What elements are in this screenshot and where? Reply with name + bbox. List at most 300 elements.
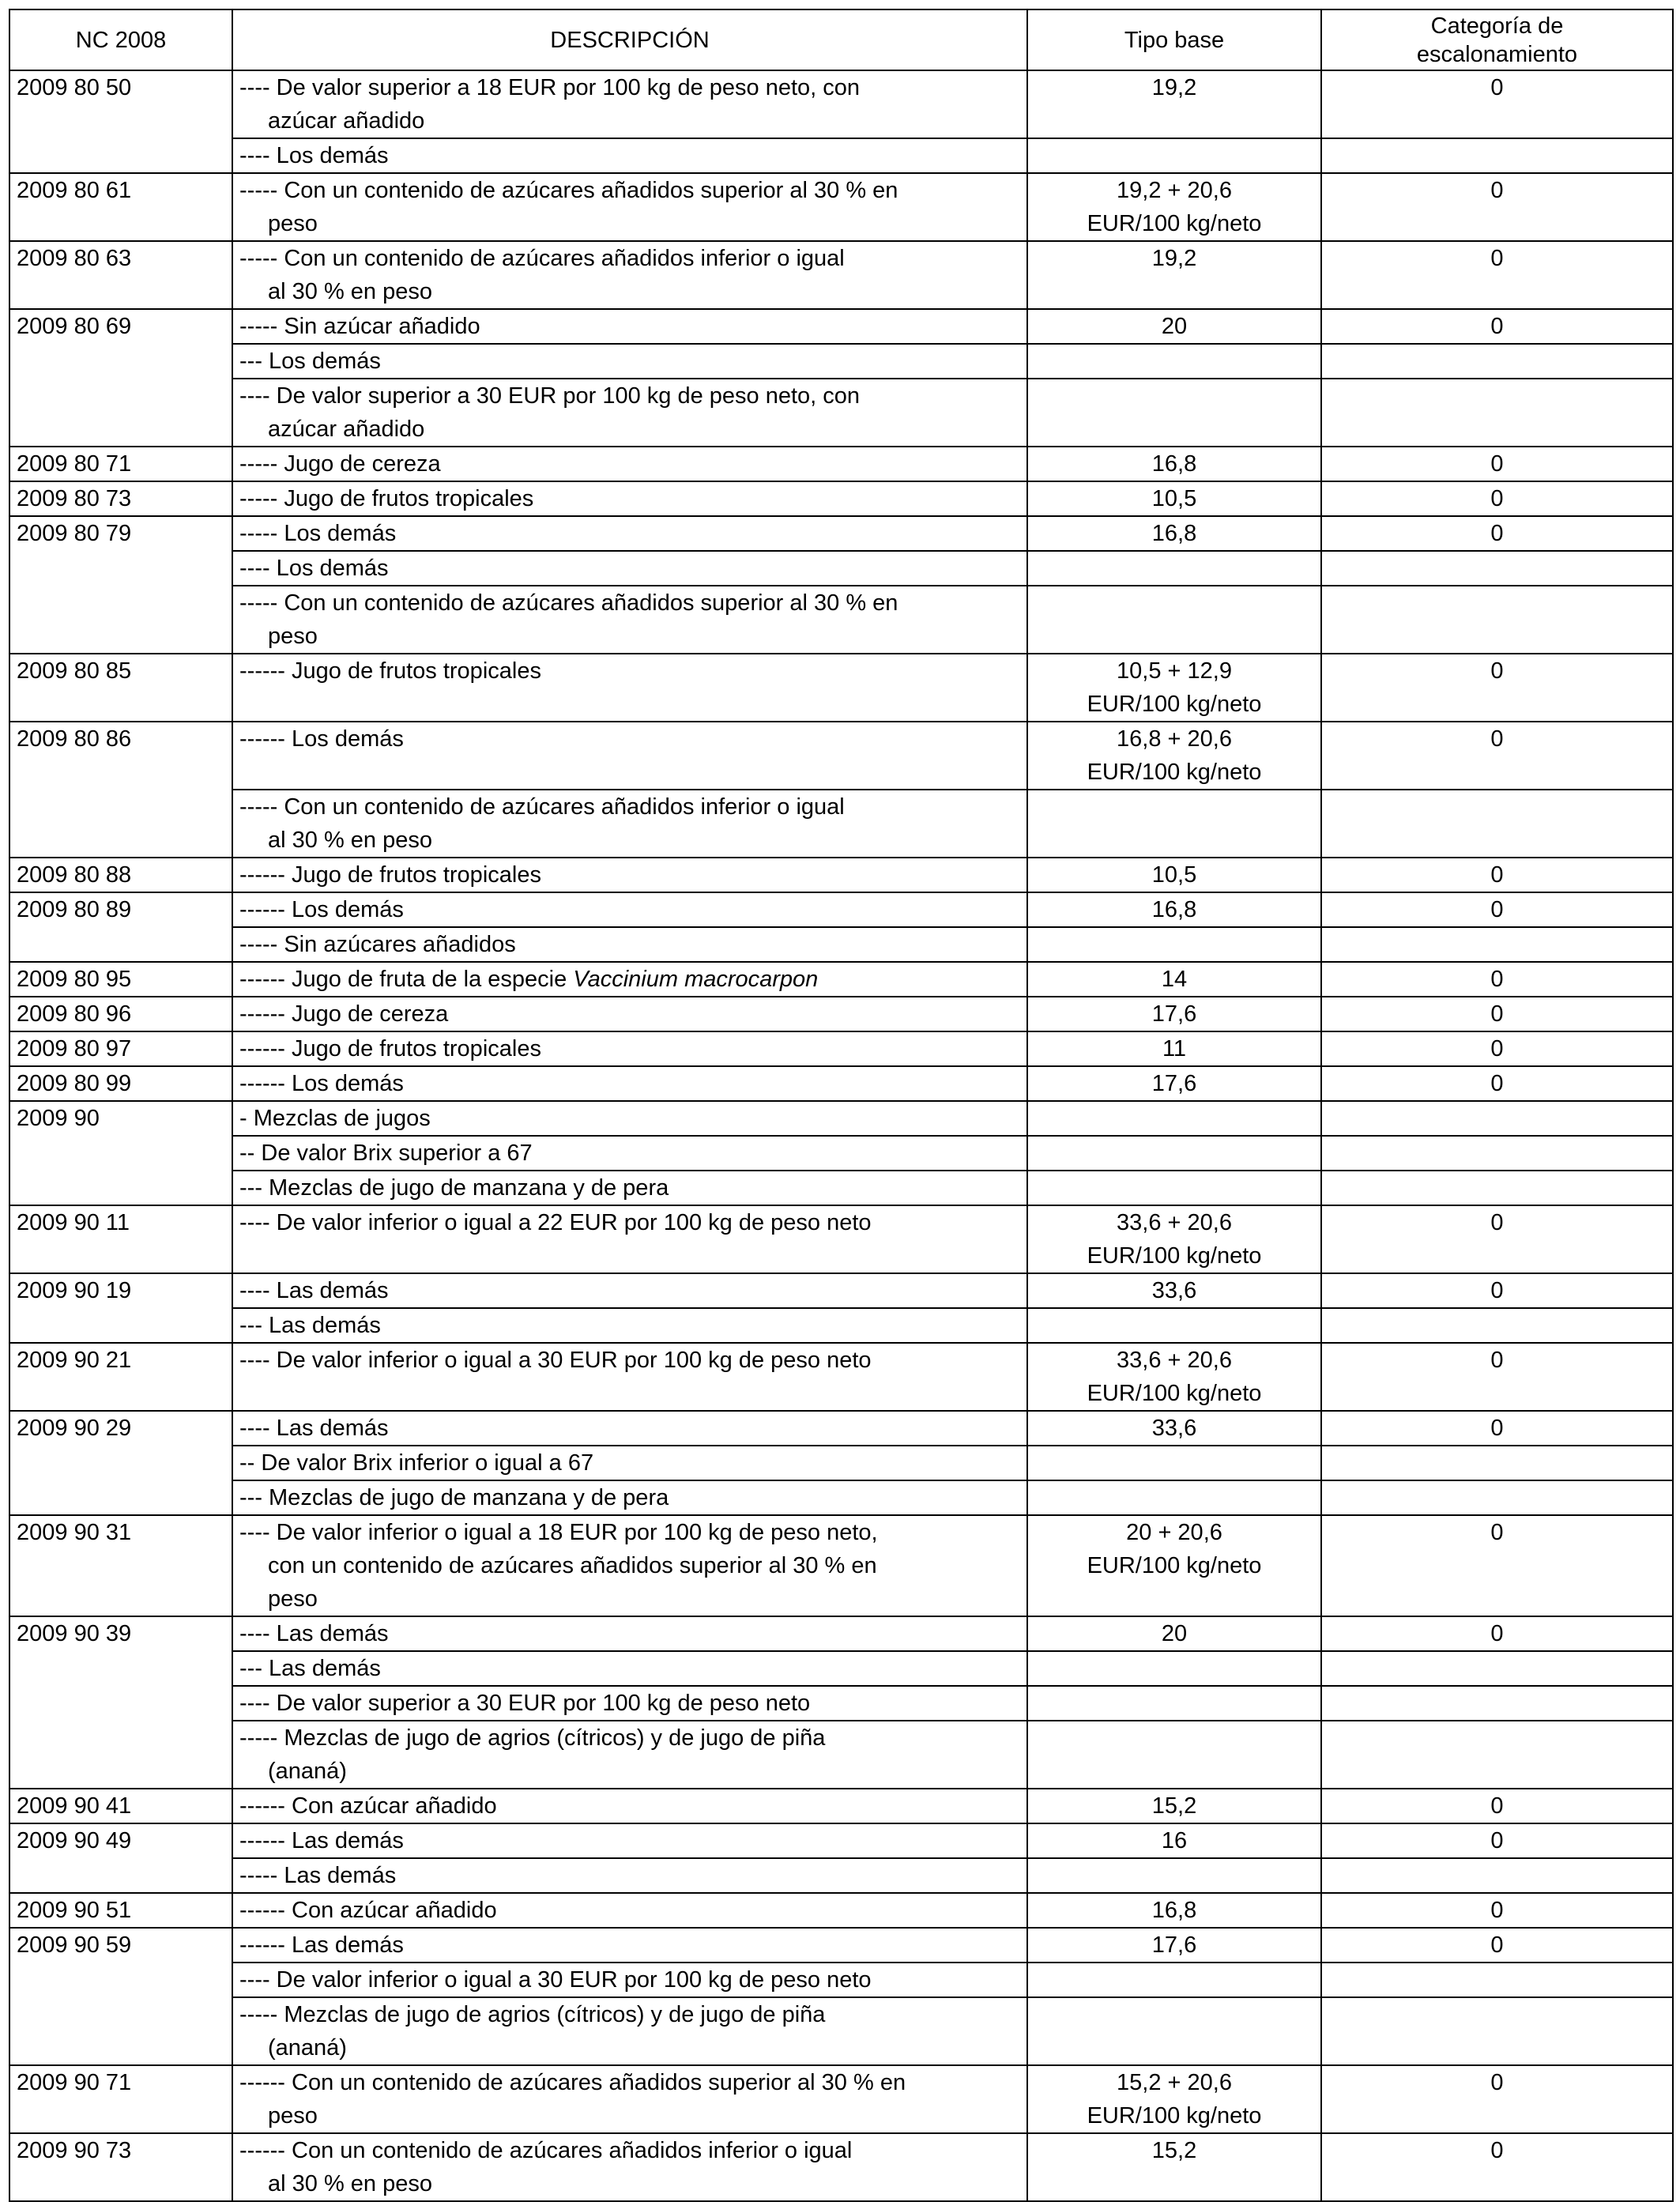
table-row	[9, 586, 1673, 654]
category-cell	[1321, 790, 1673, 858]
cn-code-cell: 2009 80 61	[9, 173, 232, 241]
base-rate-cell	[1027, 1515, 1321, 1616]
base-rate-cell	[1027, 1616, 1321, 1651]
description-cell	[232, 1273, 1027, 1308]
description-cell	[232, 138, 1027, 173]
description-line: ---- De valor superior a 18 EUR por 100 kg de peso neto, con	[239, 75, 861, 100]
description-cell	[232, 516, 1027, 551]
description-cell	[232, 997, 1027, 1031]
description-line: ------ Con azúcar añadido	[239, 1898, 497, 1923]
description-cell	[232, 1308, 1027, 1343]
base-rate-cell	[1027, 2133, 1321, 2201]
category-cell: 0	[1321, 481, 1673, 516]
table-row	[9, 1721, 1673, 1789]
table-row	[9, 344, 1673, 379]
tariff-table	[9, 9, 1674, 2202]
description-cell	[232, 70, 1027, 138]
description-line: ----- Sin azúcares añadidos	[239, 932, 516, 957]
table-row	[9, 1343, 1673, 1411]
base-rate-cell	[1027, 551, 1321, 586]
base-rate-line: 15,2	[1151, 1793, 1197, 1819]
base-rate-line: 19,2 + 20,6	[1117, 178, 1232, 203]
base-rate-cell	[1027, 892, 1321, 927]
base-rate-line: 15,2	[1151, 2138, 1197, 2163]
description-line: ------ Con azúcar añadido	[239, 1793, 497, 1819]
description-line: ----- Los demás	[239, 521, 397, 546]
cn-code-cell: 2009 80 85	[9, 654, 232, 722]
description-line: - Mezclas de jugos	[239, 1106, 431, 1131]
description-line: peso	[268, 624, 318, 649]
description-cell	[232, 790, 1027, 858]
category-cell: 0	[1321, 309, 1673, 344]
description-line: ---- De valor inferior o igual a 22 EUR por 100 kg de peso neto	[239, 1210, 872, 1235]
category-cell	[1321, 379, 1673, 447]
description-cell	[232, 1411, 1027, 1446]
description-line: ------ Jugo de cereza	[239, 1001, 449, 1027]
category-cell: 0	[1321, 516, 1673, 551]
description-cell	[232, 379, 1027, 447]
base-rate-cell	[1027, 1651, 1321, 1686]
base-rate-cell	[1027, 1031, 1321, 1066]
base-rate-cell	[1027, 138, 1321, 173]
base-rate-line: EUR/100 kg/neto	[1087, 211, 1262, 236]
category-cell: 0	[1321, 892, 1673, 927]
table-row	[9, 551, 1673, 586]
table-row	[9, 447, 1673, 481]
table-row	[9, 1515, 1673, 1616]
description-cell	[232, 481, 1027, 516]
cn-code-cell: 2009 80 99	[9, 1066, 232, 1101]
base-rate-cell	[1027, 1308, 1321, 1343]
base-rate-line: EUR/100 kg/neto	[1087, 1243, 1262, 1269]
description-cell	[232, 344, 1027, 379]
description-line: al 30 % en peso	[268, 828, 432, 853]
description-line: peso	[268, 2103, 318, 2128]
description-line: ------ Los demás	[239, 897, 404, 922]
base-rate-line: EUR/100 kg/neto	[1087, 2103, 1262, 2128]
description-line: ---- De valor inferior o igual a 18 EUR por 100 kg de peso neto,	[239, 1520, 878, 1545]
table-row	[9, 892, 1673, 927]
table-row	[9, 1066, 1673, 1101]
description-cell	[232, 722, 1027, 790]
category-cell	[1321, 138, 1673, 173]
table-row	[9, 1101, 1673, 1136]
description-cell	[232, 309, 1027, 344]
description-line: ---- De valor inferior o igual a 30 EUR por 100 kg de peso neto	[239, 1967, 872, 1993]
category-cell: 0	[1321, 858, 1673, 892]
base-rate-line: EUR/100 kg/neto	[1087, 760, 1262, 785]
description-line: al 30 % en peso	[268, 2171, 432, 2196]
cn-code-cell: 2009 80 69	[9, 309, 232, 447]
base-rate-cell	[1027, 1721, 1321, 1789]
cn-code-cell: 2009 90 21	[9, 1343, 232, 1411]
cn-code-cell: 2009 80 79	[9, 516, 232, 654]
base-rate-cell	[1027, 1273, 1321, 1308]
cn-code-cell: 2009 90 31	[9, 1515, 232, 1616]
description-line: -- De valor Brix superior a 67	[239, 1141, 533, 1166]
base-rate-cell	[1027, 586, 1321, 654]
base-rate-line: 20	[1161, 314, 1188, 339]
description-line: ------ Jugo de frutos tropicales	[239, 862, 541, 888]
document-page	[9, 9, 1674, 2202]
description-cell	[232, 1893, 1027, 1928]
category-cell	[1321, 344, 1673, 379]
description-cell	[232, 1928, 1027, 1963]
description-line: peso	[268, 211, 318, 236]
table-row	[9, 654, 1673, 722]
base-rate-line: 11	[1162, 1036, 1187, 1061]
cn-code-cell: 2009 80 88	[9, 858, 232, 892]
description-cell	[232, 1721, 1027, 1789]
description-cell	[232, 241, 1027, 309]
table-row	[9, 1686, 1673, 1721]
description-line: ------ Con un contenido de azúcares añadidos inferior o igual	[239, 2138, 853, 2163]
description-line: ------ Las demás	[239, 1932, 404, 1958]
description-cell	[232, 1480, 1027, 1515]
description-line: al 30 % en peso	[268, 279, 432, 304]
category-cell: 0	[1321, 70, 1673, 138]
base-rate-cell	[1027, 2065, 1321, 2133]
cn-code-cell: 2009 90 59	[9, 1928, 232, 2065]
description-cell	[232, 1066, 1027, 1101]
category-cell	[1321, 1997, 1673, 2065]
description-cell	[232, 447, 1027, 481]
description-cell	[232, 2133, 1027, 2201]
description-line: ------ Las demás	[239, 1828, 404, 1853]
category-cell: 0	[1321, 1066, 1673, 1101]
description-line: azúcar añadido	[268, 417, 425, 442]
cn-code-cell: 2009 80 96	[9, 997, 232, 1031]
base-rate-cell	[1027, 481, 1321, 516]
description-line: ------ Jugo de frutos tropicales	[239, 658, 541, 684]
category-cell	[1321, 1101, 1673, 1136]
base-rate-line: 10,5 + 12,9	[1117, 658, 1232, 684]
description-line: ---- Las demás	[239, 1621, 389, 1646]
base-rate-line: 14	[1161, 967, 1188, 992]
base-rate-line: 16,8	[1151, 897, 1197, 922]
table-row	[9, 1893, 1673, 1928]
cn-code-cell: 2009 90 11	[9, 1205, 232, 1273]
description-line: con un contenido de azúcares añadidos superior al 30 % en	[268, 1553, 877, 1578]
cn-code-cell: 2009 90 73	[9, 2133, 232, 2201]
table-row	[9, 1411, 1673, 1446]
base-rate-cell	[1027, 1205, 1321, 1273]
description-line: ---- Los demás	[239, 143, 389, 168]
base-rate-cell	[1027, 1928, 1321, 1963]
table-body	[9, 70, 1673, 2201]
description-line: ------ Jugo de fruta de la especie	[239, 967, 574, 992]
base-rate-cell	[1027, 790, 1321, 858]
category-cell: 0	[1321, 1031, 1673, 1066]
table-row	[9, 1997, 1673, 2065]
base-rate-line: 17,6	[1151, 1932, 1197, 1958]
base-rate-line: 33,6	[1151, 1416, 1197, 1441]
description-line: --- Mezclas de jugo de manzana y de pera	[239, 1175, 669, 1201]
base-rate-line: 33,6 + 20,6	[1117, 1210, 1232, 1235]
base-rate-cell	[1027, 70, 1321, 138]
description-line: ----- Jugo de cereza	[239, 451, 441, 477]
base-rate-line: 20 + 20,6	[1126, 1520, 1222, 1545]
table-row	[9, 1446, 1673, 1480]
description-cell	[232, 1651, 1027, 1686]
description-line: ----- Mezclas de jugo de agrios (cítricos) y de jugo de piña	[239, 1725, 826, 1751]
description-cell	[232, 1343, 1027, 1411]
base-rate-cell	[1027, 344, 1321, 379]
table-row	[9, 1308, 1673, 1343]
table-row	[9, 1136, 1673, 1171]
description-line: --- Mezclas de jugo de manzana y de pera	[239, 1485, 669, 1510]
category-cell: 0	[1321, 1515, 1673, 1616]
description-cell	[232, 1136, 1027, 1171]
description-line: --- Los demás	[239, 349, 381, 374]
description-cell	[232, 1997, 1027, 2065]
description-cell	[232, 551, 1027, 586]
column-header-category-line2: escalonamiento	[1416, 41, 1578, 67]
category-cell: 0	[1321, 1273, 1673, 1308]
base-rate-cell	[1027, 447, 1321, 481]
category-cell: 0	[1321, 1823, 1673, 1858]
description-line: azúcar añadido	[268, 108, 425, 134]
category-cell	[1321, 1721, 1673, 1789]
table-row	[9, 1928, 1673, 1963]
description-cell	[232, 1101, 1027, 1136]
cn-code-cell: 2009 80 89	[9, 892, 232, 962]
description-line: ---- De valor superior a 30 EUR por 100 kg de peso neto, con	[239, 383, 861, 409]
base-rate-cell	[1027, 1893, 1321, 1928]
description-line: ---- De valor superior a 30 EUR por 100 kg de peso neto	[239, 1691, 811, 1716]
description-cell	[232, 2065, 1027, 2133]
category-cell: 0	[1321, 447, 1673, 481]
description-cell	[232, 1205, 1027, 1273]
base-rate-line: 33,6 + 20,6	[1117, 1348, 1232, 1373]
description-cell	[232, 1789, 1027, 1823]
base-rate-line: EUR/100 kg/neto	[1087, 1381, 1262, 1406]
base-rate-cell	[1027, 1066, 1321, 1101]
category-cell: 0	[1321, 173, 1673, 241]
base-rate-cell	[1027, 722, 1321, 790]
table-row	[9, 1651, 1673, 1686]
table-row	[9, 1616, 1673, 1651]
cn-code-cell: 2009 80 95	[9, 962, 232, 997]
table-row	[9, 1480, 1673, 1515]
category-cell: 0	[1321, 962, 1673, 997]
description-line: ----- Con un contenido de azúcares añadidos inferior o igual	[239, 794, 845, 820]
table-row	[9, 1031, 1673, 1066]
base-rate-line: 15,2 + 20,6	[1117, 2070, 1232, 2095]
table-row	[9, 1205, 1673, 1273]
description-line: (ananá)	[268, 2035, 347, 2061]
table-row	[9, 309, 1673, 344]
category-cell	[1321, 1651, 1673, 1686]
description-line: (ananá)	[268, 1759, 347, 1784]
table-row	[9, 997, 1673, 1031]
cn-code-cell: 2009 90 41	[9, 1789, 232, 1823]
column-header-category	[1321, 9, 1673, 70]
column-header-code: NC 2008	[9, 9, 232, 70]
cn-code-cell: 2009 90	[9, 1101, 232, 1205]
base-rate-cell	[1027, 1171, 1321, 1205]
table-row	[9, 241, 1673, 309]
base-rate-cell	[1027, 241, 1321, 309]
table-row	[9, 516, 1673, 551]
description-cell	[232, 1823, 1027, 1858]
category-cell: 0	[1321, 1205, 1673, 1273]
table-row	[9, 1171, 1673, 1205]
cn-code-cell: 2009 80 71	[9, 447, 232, 481]
description-line: ---- Las demás	[239, 1416, 389, 1441]
category-cell: 0	[1321, 2065, 1673, 2133]
cn-code-cell: 2009 80 97	[9, 1031, 232, 1066]
description-line: ------ Con un contenido de azúcares añadidos superior al 30 % en	[239, 2070, 906, 2095]
table-row	[9, 2133, 1673, 2201]
base-rate-cell	[1027, 997, 1321, 1031]
category-cell	[1321, 1858, 1673, 1893]
category-cell	[1321, 1963, 1673, 1997]
description-line: ----- Mezclas de jugo de agrios (cítricos) y de jugo de piña	[239, 2002, 826, 2027]
cn-code-cell: 2009 90 39	[9, 1616, 232, 1789]
base-rate-cell	[1027, 379, 1321, 447]
base-rate-cell	[1027, 1858, 1321, 1893]
category-cell	[1321, 551, 1673, 586]
table-row	[9, 927, 1673, 962]
category-cell	[1321, 1171, 1673, 1205]
cn-code-cell: 2009 80 86	[9, 722, 232, 858]
description-cell	[232, 1616, 1027, 1651]
category-cell	[1321, 1446, 1673, 1480]
base-rate-line: 16	[1161, 1828, 1188, 1853]
category-cell: 0	[1321, 722, 1673, 790]
description-cell	[232, 1031, 1027, 1066]
cn-code-cell: 2009 90 29	[9, 1411, 232, 1515]
category-cell: 0	[1321, 1928, 1673, 1963]
cn-code-cell: 2009 90 71	[9, 2065, 232, 2133]
category-cell	[1321, 1136, 1673, 1171]
base-rate-cell	[1027, 927, 1321, 962]
table-row	[9, 138, 1673, 173]
cn-code-cell: 2009 80 50	[9, 70, 232, 173]
cn-code-cell: 2009 80 73	[9, 481, 232, 516]
cn-code-cell: 2009 90 19	[9, 1273, 232, 1343]
base-rate-line: 17,6	[1151, 1001, 1197, 1027]
cn-code-cell: 2009 90 51	[9, 1893, 232, 1928]
category-cell	[1321, 927, 1673, 962]
description-cell	[232, 1963, 1027, 1997]
description-cell	[232, 1171, 1027, 1205]
base-rate-cell	[1027, 1963, 1321, 1997]
description-cell	[232, 173, 1027, 241]
description-line: ----- Con un contenido de azúcares añadidos superior al 30 % en	[239, 590, 898, 616]
description-italic: Vaccinium macrocarpon	[573, 967, 819, 992]
category-cell: 0	[1321, 1789, 1673, 1823]
description-line: ----- Con un contenido de azúcares añadidos inferior o igual	[239, 246, 845, 271]
description-line: ------ Los demás	[239, 726, 404, 752]
description-line: ---- Los demás	[239, 556, 389, 581]
table-row	[9, 173, 1673, 241]
description-cell	[232, 586, 1027, 654]
cn-code-cell: 2009 90 49	[9, 1823, 232, 1893]
base-rate-cell	[1027, 1823, 1321, 1858]
base-rate-line: 17,6	[1151, 1071, 1197, 1096]
base-rate-line: 16,8 + 20,6	[1117, 726, 1232, 752]
category-cell: 0	[1321, 1343, 1673, 1411]
description-cell	[232, 892, 1027, 927]
description-cell	[232, 1446, 1027, 1480]
table-row	[9, 858, 1673, 892]
base-rate-cell	[1027, 173, 1321, 241]
description-line: ----- Las demás	[239, 1863, 397, 1888]
base-rate-line: 10,5	[1151, 486, 1197, 511]
base-rate-cell	[1027, 858, 1321, 892]
base-rate-line: 16,8	[1151, 521, 1197, 546]
base-rate-cell	[1027, 1136, 1321, 1171]
column-header-description: DESCRIPCIÓN	[232, 9, 1027, 70]
table-row	[9, 790, 1673, 858]
description-cell	[232, 1686, 1027, 1721]
column-header-category-line1: Categoría de	[1430, 13, 1564, 39]
base-rate-cell	[1027, 1411, 1321, 1446]
description-line: ------ Jugo de frutos tropicales	[239, 1036, 541, 1061]
base-rate-line: 20	[1161, 1621, 1188, 1646]
base-rate-cell	[1027, 962, 1321, 997]
base-rate-line: 19,2	[1151, 75, 1197, 100]
description-line: ------ Los demás	[239, 1071, 404, 1096]
base-rate-cell	[1027, 1343, 1321, 1411]
description-line: -- De valor Brix inferior o igual a 67	[239, 1450, 594, 1476]
description-line: --- Las demás	[239, 1656, 381, 1681]
description-line: ---- De valor inferior o igual a 30 EUR por 100 kg de peso neto	[239, 1348, 872, 1373]
base-rate-line: EUR/100 kg/neto	[1087, 692, 1262, 717]
category-cell	[1321, 586, 1673, 654]
category-cell	[1321, 1686, 1673, 1721]
description-line: ----- Con un contenido de azúcares añadidos superior al 30 % en	[239, 178, 898, 203]
description-line: peso	[268, 1586, 318, 1612]
base-rate-cell	[1027, 1480, 1321, 1515]
column-header-base-rate: Tipo base	[1027, 9, 1321, 70]
base-rate-line: 10,5	[1151, 862, 1197, 888]
base-rate-cell	[1027, 1101, 1321, 1136]
description-cell	[232, 654, 1027, 722]
category-cell: 0	[1321, 1616, 1673, 1651]
table-row	[9, 481, 1673, 516]
table-row	[9, 722, 1673, 790]
table-row	[9, 1963, 1673, 1997]
category-cell: 0	[1321, 997, 1673, 1031]
table-row	[9, 1823, 1673, 1858]
description-cell	[232, 962, 1027, 997]
base-rate-line: 16,8	[1151, 1898, 1197, 1923]
description-cell	[232, 1858, 1027, 1893]
description-cell	[232, 927, 1027, 962]
base-rate-line: 16,8	[1151, 451, 1197, 477]
base-rate-cell	[1027, 1686, 1321, 1721]
description-line: ----- Sin azúcar añadido	[239, 314, 480, 339]
description-line: ----- Jugo de frutos tropicales	[239, 486, 534, 511]
category-cell	[1321, 1308, 1673, 1343]
category-cell	[1321, 1480, 1673, 1515]
table-row	[9, 962, 1673, 997]
category-cell: 0	[1321, 241, 1673, 309]
table-header-row	[9, 9, 1673, 70]
category-cell: 0	[1321, 1411, 1673, 1446]
base-rate-cell	[1027, 309, 1321, 344]
description-line: ---- Las demás	[239, 1278, 389, 1303]
base-rate-cell	[1027, 516, 1321, 551]
description-line: --- Las demás	[239, 1313, 381, 1338]
table-row	[9, 1273, 1673, 1308]
category-cell: 0	[1321, 2133, 1673, 2201]
cn-code-cell: 2009 80 63	[9, 241, 232, 309]
base-rate-line: 19,2	[1151, 246, 1197, 271]
